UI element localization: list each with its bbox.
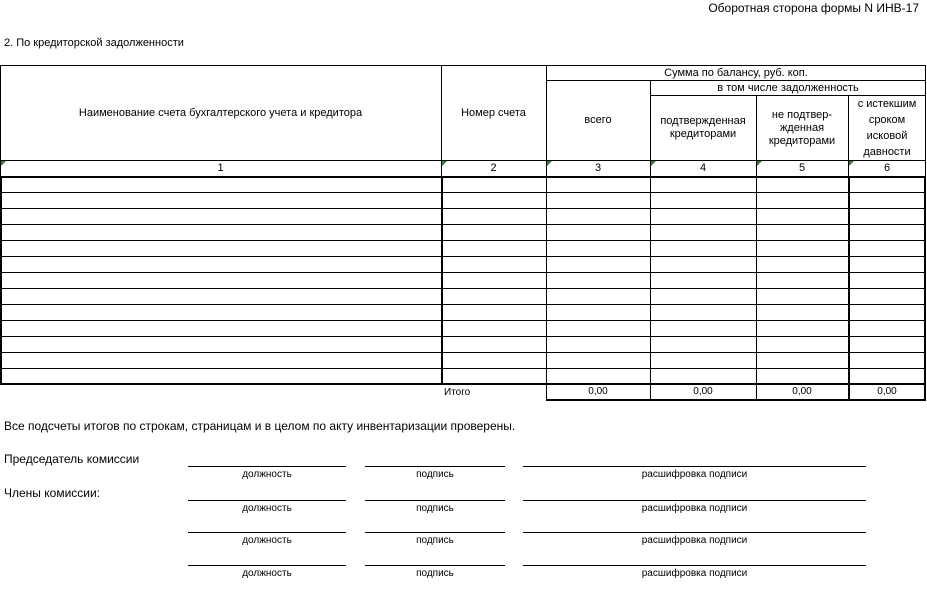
- col-number-5: 5: [798, 161, 806, 174]
- chairman-label: Председатель комиссии: [4, 452, 140, 466]
- position-caption: должность: [242, 568, 292, 579]
- col-number-2: 2: [490, 161, 497, 174]
- signature-caption: подпись: [416, 469, 454, 480]
- decode-caption: расшифровка подписи: [641, 535, 748, 546]
- decode-caption: расшифровка подписи: [641, 469, 748, 480]
- col-number-1: 1: [217, 161, 224, 174]
- signature-caption: подпись: [416, 568, 454, 579]
- members-label: Члены комиссии:: [4, 486, 101, 500]
- section-title: 2. По кредиторской задолженности: [4, 37, 184, 49]
- signature-caption: подпись: [416, 503, 454, 514]
- position-caption: должность: [242, 503, 292, 514]
- sum-header: Сумма по балансу, руб. коп.: [664, 66, 808, 79]
- total-label: Итого: [444, 387, 471, 398]
- verification-text: Все подсчеты итогов по строкам, страницам и в целом по акту инвентаризации проверены.: [4, 419, 516, 433]
- col2-header: Номер счета: [461, 106, 526, 119]
- col-number-4: 4: [699, 161, 707, 174]
- col5-header: не подтвер- жденная кредиторами: [768, 108, 836, 147]
- col1-header: Наименование счета бухгалтерского учета и кредитора: [78, 106, 363, 119]
- signature-caption: подпись: [416, 535, 454, 546]
- col6-header: с истекшим сроком исковой давности: [857, 98, 917, 158]
- position-caption: должность: [242, 469, 292, 480]
- position-caption: должность: [242, 535, 292, 546]
- decode-caption: расшифровка подписи: [641, 503, 748, 514]
- sub-header: в том числе задолженность: [717, 81, 859, 94]
- col-number-3: 3: [594, 161, 602, 174]
- total-col5: 0,00: [792, 386, 812, 397]
- col3-header: всего: [584, 114, 612, 126]
- total-col4: 0,00: [693, 386, 713, 397]
- form-side-label: Оборотная сторона формы N ИНВ-17: [708, 1, 919, 15]
- col-number-6: 6: [883, 161, 891, 174]
- total-col6: 0,00: [877, 386, 897, 397]
- col4-header: подтвержденная кредиторами: [660, 115, 746, 140]
- decode-caption: расшифровка подписи: [641, 568, 748, 579]
- total-col3: 0,00: [588, 386, 608, 397]
